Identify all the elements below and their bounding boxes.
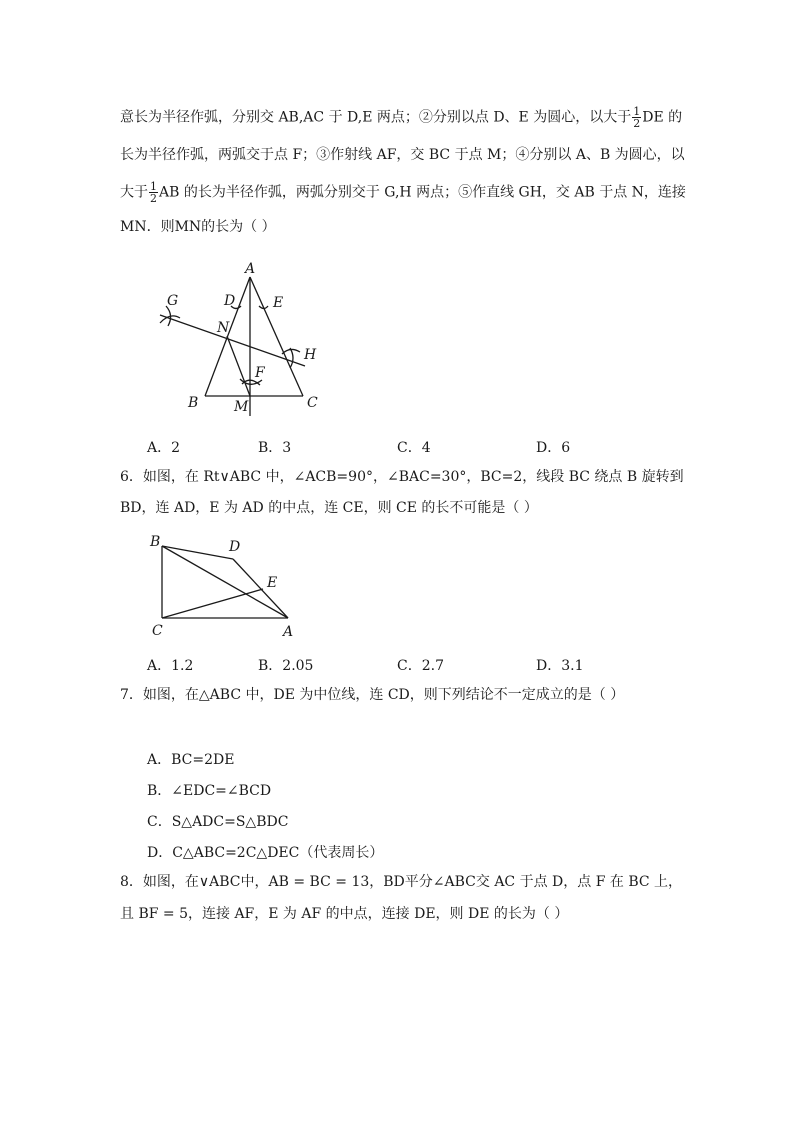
q6-figure bbox=[145, 530, 305, 642]
q6-line-1: 6．如图，在 Rt∨ABC 中，∠ACB=90°，∠BAC=30°，BC=2，线段 BC 绕点 B 旋转到 bbox=[120, 469, 684, 485]
label-E: E bbox=[273, 295, 284, 311]
frac-denominator: 2 bbox=[633, 117, 641, 130]
q6-option-b: B．2.05 bbox=[258, 658, 314, 674]
q5-line-3 bbox=[120, 181, 686, 204]
q8-line-1: 8．如图，在∨ABC中，AB = BC = 13，BD平分∠ABC交 AC 于点 D，点 F 在 BC 上， bbox=[120, 874, 683, 890]
segment-ad bbox=[233, 559, 288, 618]
q8-line-2: 且 BF = 5，连接 AF，E 为 AF 的中点，连接 DE，则 DE 的长为（ ） bbox=[120, 906, 569, 922]
label-B-6: B bbox=[150, 534, 161, 550]
label-E-6: E bbox=[267, 575, 278, 591]
label-N: N bbox=[217, 320, 230, 336]
q5-line-1b: DE 的 bbox=[642, 109, 683, 126]
q5-option-c: C．4 bbox=[397, 440, 431, 456]
q5-option-b: B．3 bbox=[258, 440, 292, 456]
q5-line-2: 长为半径作弧，两弧交于点 F；③作射线 AF，交 BC 于点 M；④分别以 A、B 为圆心，以 bbox=[120, 147, 685, 163]
q7-option-c: C．S△ADC=S△BDC bbox=[147, 814, 289, 830]
q5-line-3a: 大于 bbox=[120, 184, 148, 201]
q5-option-a: A．2 bbox=[147, 440, 181, 456]
q6-option-c: C．2.7 bbox=[397, 658, 444, 674]
q5-option-d: D．6 bbox=[536, 440, 571, 456]
label-B: B bbox=[188, 395, 199, 411]
label-A: A bbox=[245, 261, 256, 277]
label-C: C bbox=[307, 395, 318, 411]
q7-option-b: B．∠EDC=∠BCD bbox=[147, 783, 272, 799]
q5-line-4: MN．则MN的长为（ ） bbox=[120, 219, 276, 235]
q5-line-1 bbox=[120, 106, 682, 129]
label-D-6: D bbox=[229, 539, 241, 555]
q7-option-d: D．C△ABC=2C△DEC（代表周长） bbox=[147, 845, 384, 861]
label-D: D bbox=[224, 293, 236, 309]
q7-line-1: 7．如图，在△ABC 中，DE 为中位线，连 CD，则下列结论不一定成立的是（ ） bbox=[120, 687, 625, 703]
q5-line-3b: AB 的长为半径作弧，两弧分别交于 G,H 两点；⑤作直线 GH，交 AB 于点 N，连接 bbox=[159, 184, 686, 201]
arc-h-2 bbox=[290, 348, 293, 368]
q7-option-a: A．BC=2DE bbox=[147, 752, 235, 768]
label-F: F bbox=[255, 365, 265, 381]
q5-line-1a: 意长为半径作弧，分别交 AB,AC 于 D,E 两点；②分别以点 D、E 为圆心，以大于 bbox=[120, 109, 632, 126]
label-G: G bbox=[167, 293, 179, 309]
label-H: H bbox=[304, 347, 317, 363]
q5-figure bbox=[150, 258, 340, 423]
half-fraction bbox=[632, 106, 641, 129]
frac-numerator: 1 bbox=[633, 105, 641, 118]
label-A-6: A bbox=[283, 624, 294, 640]
segment-ce bbox=[162, 589, 263, 618]
q6-line-2: BD，连 AD，E 为 AD 的中点，连 CE，则 CE 的长不可能是（ ） bbox=[120, 500, 538, 516]
half-fraction-2 bbox=[149, 181, 158, 204]
label-C-6: C bbox=[152, 623, 163, 639]
q6-option-d: D．3.1 bbox=[536, 658, 584, 674]
frac-numerator-2: 1 bbox=[150, 180, 157, 193]
frac-denominator-2: 2 bbox=[150, 192, 157, 205]
label-M: M bbox=[234, 399, 249, 415]
q6-option-a: A．1.2 bbox=[147, 658, 194, 674]
